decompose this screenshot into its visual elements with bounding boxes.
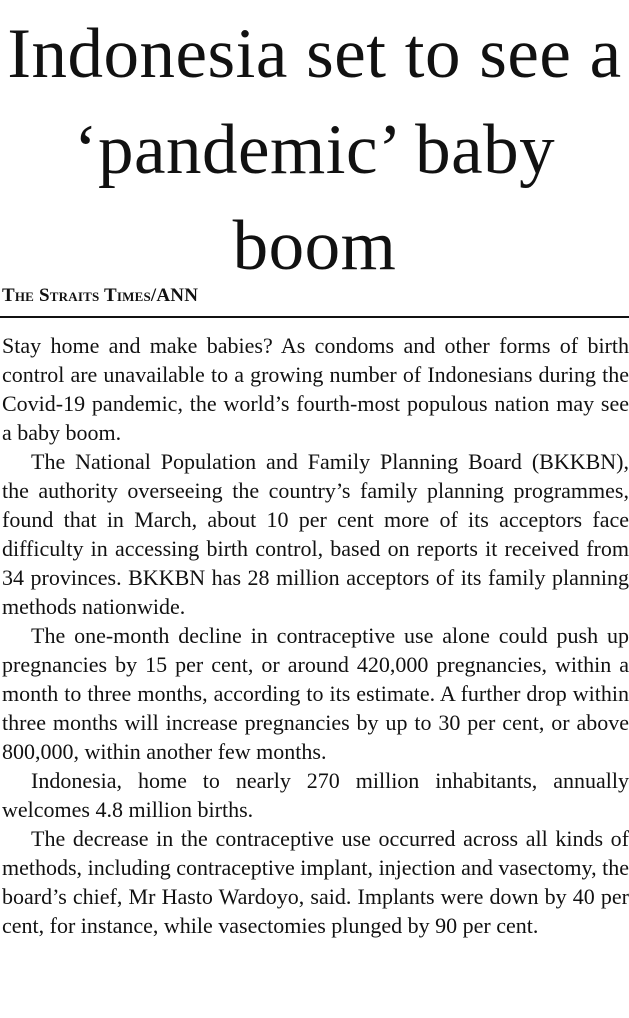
byline: The Straits Times/ANN [2, 285, 199, 306]
article-body [2, 331, 629, 940]
article-paragraph: The one-month decline in contraceptive use alone could push up pregnancies by 15 per cent, or around 420,000 pregnancies, within a month to three months, according to its estimate. A further drop within three months will increase pregnancies by up to 30 per cent, or above 800,000, within another few months. [2, 623, 629, 764]
headline: Indonesia set to see a ‘pandemic’ baby boom [7, 15, 622, 285]
article-paragraph: Stay home and make babies? As condoms and other forms of birth control are unavailable to a growing number of Indonesians during the Covid-19 pandemic, the world’s fourth-most populous nation may see a baby boom. [2, 333, 629, 445]
byline-divider [0, 316, 629, 318]
article-paragraph: The National Population and Family Planning Board (BKKBN), the authority overseeing the country’s family planning programmes, found that in March, about 10 per cent more of its acceptors face difficulty in accessing birth control, based on reports it received from 34 provinces. BKKBN has 28 million acceptors of its family planning methods nationwide. [2, 449, 629, 619]
article-paragraph: Indonesia, home to nearly 270 million inhabitants, annually welcomes 4.8 million births. [2, 768, 629, 822]
article-paragraph: The decrease in the contraceptive use occurred across all kinds of methods, including contraceptive implant, injection and vasectomy, the board’s chief, Mr Hasto Wardoyo, said. Implants were down by 40 per cent, for instance, while vasectomies plunged by 90 per cent. [2, 826, 629, 938]
